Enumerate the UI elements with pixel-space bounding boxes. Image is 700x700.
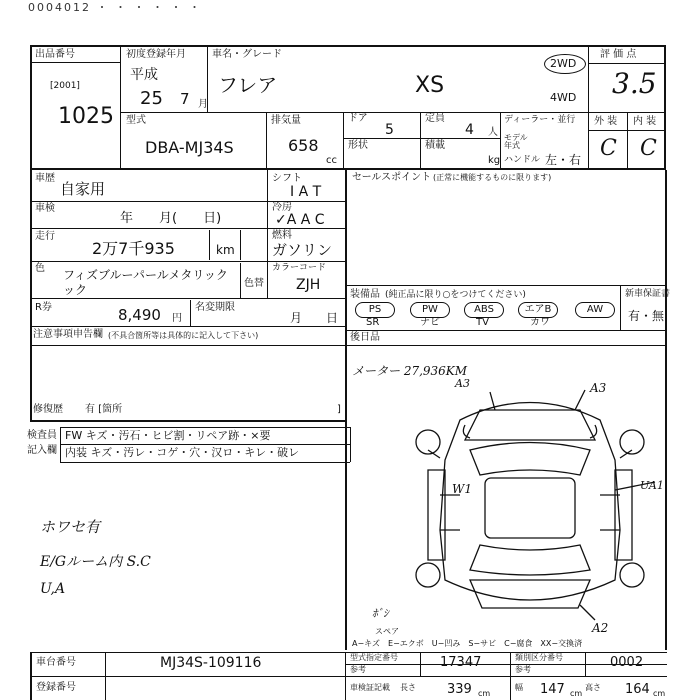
checklist-label2: 記入欄 — [27, 445, 57, 456]
exterior-value: C — [600, 136, 617, 161]
mileage-label: 走行 — [35, 231, 55, 242]
equip-leather[interactable]: カワ — [530, 317, 550, 328]
car-diagram — [400, 377, 660, 640]
lot-number: 1025 — [58, 104, 114, 129]
diagram-legend: A−キズ E−エクボ U−凹み S−サビ C−腐食 XX−交換済 — [352, 639, 583, 648]
mileage-unit: km — [216, 243, 235, 257]
name-change-value: 月 日 — [290, 311, 339, 325]
dims-length: 339 — [447, 682, 472, 697]
model-year-label: モデル 年式 — [504, 133, 528, 150]
spare-label: スペア — [375, 627, 399, 636]
car-grade: XS — [415, 73, 445, 98]
equipment-label: 装備品 — [350, 289, 380, 300]
equip-aw[interactable]: AW — [575, 302, 615, 318]
color-code: ZJH — [296, 277, 321, 293]
shift-label: シフト — [272, 173, 302, 184]
sales-point-sub: (正常に機能するものに限ります) — [433, 173, 552, 182]
checklist-label1: 検査員 — [27, 430, 57, 441]
handle-value: 左・右 — [545, 153, 582, 167]
load-label: 積載 — [425, 140, 445, 151]
spare-mark: ﾎﾞｼ — [372, 607, 389, 620]
fuel-label: 燃料 — [272, 230, 292, 241]
repair-value: 有 [箇所 — [85, 404, 123, 415]
inspection-label: 車検 — [35, 203, 55, 214]
shape-label: 形状 — [348, 140, 368, 151]
inspection-value: 年 月( 日) — [120, 211, 222, 226]
handle-label: ハンドル — [504, 155, 541, 165]
sales-point-label: セールスポイント — [352, 172, 432, 183]
top-strip: 0004012 ・ ・ ・ ・ ・ ・ — [28, 1, 202, 14]
reg-no-label: 登録番号 — [36, 682, 76, 693]
recycle-label: R券 — [35, 302, 52, 313]
handwriting-left-2: E/Gルーム内 S.C — [40, 554, 151, 570]
color-label: 色 — [35, 263, 45, 274]
meter-note: メーター 27,936KM — [352, 364, 468, 378]
equip-pw[interactable]: PW — [410, 302, 450, 318]
notes-label: 注意事項申告欄 — [33, 329, 103, 340]
capacity-unit: 人 — [488, 127, 498, 138]
interior-label: 内 装 — [633, 116, 657, 127]
equip-tv[interactable]: TV — [476, 317, 489, 328]
color-code-label: カラーコード — [272, 263, 327, 273]
dims-width-label: 幅 — [515, 683, 523, 692]
chassis-label: 車台番号 — [36, 657, 76, 668]
aircon-label: 冷房 — [272, 202, 292, 213]
capacity-value: 4 — [465, 122, 474, 138]
fuel-value: ガソリン — [272, 241, 333, 259]
car-name: フレア — [218, 73, 278, 97]
name-change-label: 名変期限 — [195, 302, 235, 313]
type-no-sub: 参考 — [350, 665, 366, 674]
recycle-value: 8,490 — [118, 306, 161, 324]
checklist-row2: 内装 キズ・汚レ・コゲ・穴・汉ロ・キレ・破レ — [65, 446, 300, 459]
drive-4wd: 4WD — [550, 91, 577, 104]
color-value-2: ック — [63, 283, 88, 297]
first-reg-era: 平成 — [130, 67, 158, 83]
dims-height: 164 — [625, 682, 650, 697]
displacement-label: 排気量 — [271, 115, 301, 126]
lot-label: 出品番号 — [35, 49, 75, 60]
aircon-value: ✓A A C — [275, 212, 325, 228]
class-no-label: 類別区分番号 — [515, 653, 563, 662]
model-value: DBA-MJ34S — [145, 138, 234, 157]
drive-2wd: 2WD — [550, 57, 577, 70]
dims-label: 車検証記載 — [350, 683, 390, 692]
repair-label: 修復歴 — [33, 404, 63, 415]
dealer-label: ディーラー・並行 — [504, 115, 576, 125]
checklist-row1: FW キズ・汚石・ヒビ割・リペア跡・×要 — [65, 429, 271, 442]
capacity-label: 定員 — [425, 113, 445, 124]
type-no-value: 17347 — [440, 655, 482, 670]
new-warranty-label: 新車保証書 — [625, 289, 671, 299]
handwriting-left-3: U,A — [40, 581, 66, 597]
first-reg-month-unit: 月 — [198, 99, 208, 110]
note-w1: W1 — [452, 482, 472, 496]
equip-sr[interactable]: SR — [366, 317, 380, 328]
color-value: フィズブルーパールメタリック — [63, 268, 228, 282]
equip-airbag[interactable]: エアB — [518, 302, 558, 318]
type-label: 車歴 — [35, 173, 55, 184]
dims-height-unit: cm — [653, 689, 666, 698]
shift-value: I A T — [290, 184, 322, 200]
dims-height-label: 高さ — [585, 683, 601, 692]
dims-width-unit: cm — [570, 689, 583, 698]
type-value: 自家用 — [60, 180, 106, 198]
dims-length-unit: cm — [478, 689, 491, 698]
equipment-sub: (純正品に限り○をつけてください) — [385, 290, 526, 300]
dims-length-label: 長さ — [400, 683, 416, 692]
type-no-label: 型式指定番号 — [350, 653, 398, 662]
interior-value: C — [640, 136, 657, 161]
lot-small: [2001] — [50, 81, 80, 91]
eval-label: 評 価 点 — [600, 49, 637, 60]
note-ua: UA1 — [640, 479, 664, 492]
chassis-value: MJ34S-109116 — [160, 655, 262, 671]
eval-value: 3.5 — [612, 67, 657, 100]
handwriting-left-1: ホワセ有 — [40, 518, 101, 536]
class-no-value: 0002 — [610, 655, 644, 670]
recycle-unit: 円 — [172, 313, 182, 324]
doors-label: ドア — [348, 113, 368, 124]
equip-abs[interactable]: ABS — [464, 302, 504, 318]
exterior-label: 外 装 — [594, 116, 618, 127]
equip-ps[interactable]: PS — [355, 302, 395, 318]
first-reg-label: 初度登録年月 — [126, 49, 186, 60]
class-no-sub: 参考 — [515, 665, 531, 674]
first-reg-month: 7 — [180, 90, 190, 108]
notes-sub: (不具合箇所等は具体的に記入して下さい) — [108, 331, 259, 340]
color-swap-label: 色替 — [244, 278, 264, 289]
equip-navi[interactable]: ナビ — [420, 317, 440, 328]
displacement-value: 658 — [288, 136, 319, 155]
note-a3-left: A3 — [455, 377, 470, 390]
new-warranty-value: 有・無 — [628, 309, 665, 323]
car-label: 車名・グレード — [212, 49, 282, 60]
note-a2: A2 — [592, 621, 609, 635]
repair-close: ] — [337, 404, 341, 415]
first-reg-year: 25 — [140, 88, 163, 109]
dims-width: 147 — [540, 682, 565, 697]
note-a3-right: A3 — [590, 381, 607, 395]
load-unit: kg — [488, 155, 501, 166]
doors-value: 5 — [385, 122, 394, 138]
mileage-value: 2万7千935 — [92, 239, 175, 258]
back-seat-label: 後日品 — [350, 332, 380, 343]
displacement-unit: cc — [326, 155, 337, 166]
model-label: 型式 — [126, 115, 146, 126]
